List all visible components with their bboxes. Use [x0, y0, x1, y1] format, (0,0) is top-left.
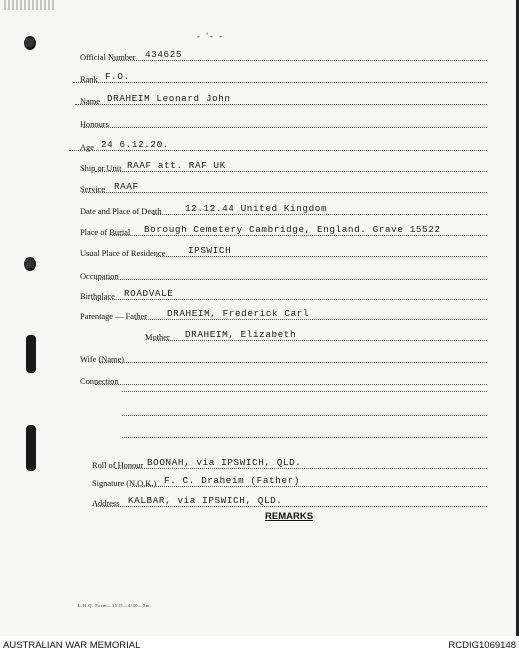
field-value: KALBAR, via IPSWICH, QLD.	[128, 495, 283, 506]
dotted-rule	[135, 319, 487, 320]
footer-record-id: RCDIG1069148	[448, 640, 516, 651]
dotted-rule	[83, 127, 487, 128]
field-name	[0, 92, 519, 106]
dotted-rule	[75, 104, 487, 105]
field-label: Parentage — Father	[80, 312, 147, 321]
field-date-place-death	[0, 202, 519, 216]
field-label: Official Number	[80, 53, 136, 62]
field-label: Age	[80, 143, 94, 152]
field-ship-or-unit	[0, 159, 519, 173]
field-label: Honours	[80, 120, 109, 129]
field-label: Occupation	[80, 272, 119, 281]
dotted-rule	[153, 214, 487, 215]
field-rank	[0, 70, 519, 84]
field-value: F. C. Draheim (Father)	[164, 475, 300, 486]
field-official-number	[0, 48, 519, 62]
dotted-rule	[132, 486, 487, 487]
field-value: BOONAH, via IPSWICH, QLD.	[147, 457, 302, 468]
field-address	[0, 494, 519, 508]
field-label: Ship or Unit	[80, 164, 122, 173]
dotted-rule	[113, 60, 487, 61]
dotted-rule	[95, 384, 487, 385]
field-signature-nok	[0, 474, 519, 488]
remarks-heading: REMARKS	[265, 511, 314, 522]
dotted-rule	[96, 279, 487, 280]
field-connection	[0, 372, 519, 386]
footer-institution: AUSTRALIAN WAR MEMORIAL	[3, 640, 141, 651]
field-label: Mother	[145, 333, 170, 342]
field-usual-place-residence	[0, 244, 519, 258]
field-label: Roll of Honour	[92, 461, 144, 470]
field-value: DRAHEIM, Frederick Carl	[167, 308, 310, 319]
field-value: F.O.	[105, 71, 130, 82]
top-mark: - '- -	[197, 31, 225, 41]
dotted-rule	[73, 82, 487, 83]
field-value: RAAF att. RAF UK	[127, 160, 226, 171]
field-label: Rank	[80, 75, 98, 84]
field-value: 12.12.44 United Kingdom	[185, 203, 328, 214]
field-age	[0, 138, 519, 152]
scan-edge-mark	[4, 0, 54, 10]
field-label: Birthplace	[80, 292, 115, 301]
blank-dotted-line	[122, 391, 487, 392]
field-label: Date and Place of Death	[80, 207, 162, 216]
field-value: ROADVALE	[124, 288, 174, 299]
field-mother	[0, 328, 519, 342]
field-father	[0, 307, 519, 321]
field-value: IPSWICH	[188, 245, 232, 256]
field-birthplace	[0, 287, 519, 301]
field-value: DRAHEIM Leonard John	[107, 93, 231, 104]
field-label: Connection	[80, 377, 119, 386]
field-service	[0, 180, 519, 194]
form-reference: L.H.Q. Form—3535—4/40—5m.	[78, 603, 152, 608]
field-label: Wife (Name)	[80, 355, 125, 364]
blank-dotted-line	[122, 437, 487, 438]
field-value: 24 6.12.20.	[101, 139, 169, 150]
blank-dotted-line	[122, 415, 487, 416]
dotted-rule	[156, 256, 487, 257]
field-occupation	[0, 267, 519, 281]
field-value: DRAHEIM, Elizabeth	[185, 329, 297, 340]
dotted-rule	[112, 235, 487, 236]
field-value: 434625	[145, 49, 183, 60]
field-value: RAAF	[114, 181, 139, 192]
dotted-rule	[69, 150, 487, 151]
dotted-rule	[82, 192, 487, 193]
field-label: Address	[92, 499, 120, 508]
dotted-rule	[153, 340, 487, 341]
field-place-of-burial	[0, 223, 519, 237]
dotted-rule	[115, 468, 487, 469]
dotted-rule	[96, 506, 487, 507]
footer-bar	[0, 636, 519, 654]
field-label: Name	[80, 97, 100, 106]
field-label: Place of Burial	[80, 228, 131, 237]
dotted-rule	[100, 362, 487, 363]
dotted-rule	[92, 299, 487, 300]
field-honours	[0, 115, 519, 129]
field-label: Usual Place of Residence	[80, 249, 166, 258]
field-wife	[0, 350, 519, 364]
field-label: Signature (N.O.K.)	[92, 479, 157, 488]
field-label: Service	[80, 185, 106, 194]
field-value: Borough Cemetery Cambridge, England. Grave 15522	[144, 224, 441, 235]
field-roll-of-honour	[0, 456, 519, 470]
dotted-rule	[95, 171, 487, 172]
